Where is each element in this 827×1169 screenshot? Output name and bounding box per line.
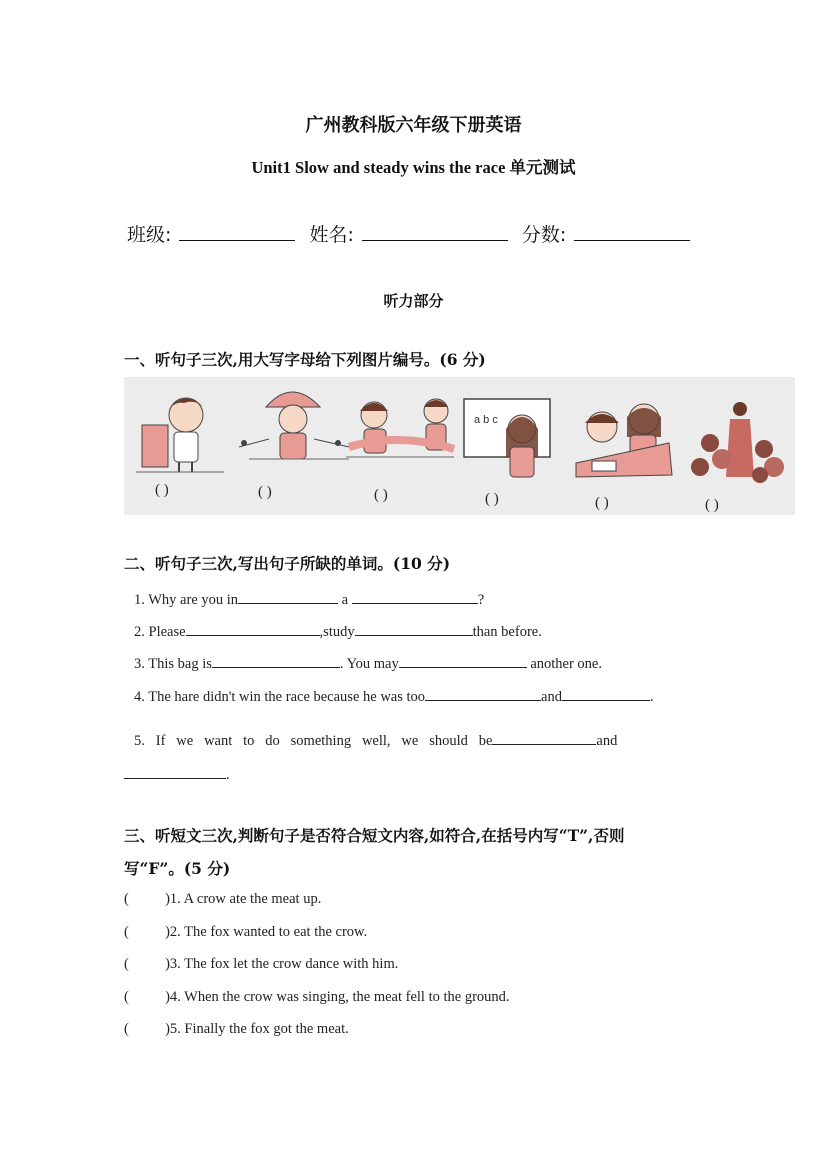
- score-label: 分数:: [521, 224, 567, 246]
- judge-text: 1. A crow ate the meat up.: [169, 891, 322, 907]
- q3-text-a: 3. This bag is: [134, 656, 212, 672]
- class-field[interactable]: [179, 222, 295, 241]
- picture-5-bracket[interactable]: ( ): [595, 495, 609, 511]
- q5-text-a: 5. If we want to do something well, we should be: [134, 733, 493, 749]
- q2-blank-2[interactable]: [355, 621, 473, 636]
- judge-item: [124, 1021, 349, 1038]
- picture-2: [239, 392, 349, 459]
- question-2-1: [134, 589, 484, 609]
- q1-text-a: 1. Why are you in: [134, 592, 239, 608]
- q1-blank-1[interactable]: [238, 589, 338, 604]
- picture-3-bracket[interactable]: ( ): [374, 487, 388, 503]
- q1-text-b: a: [338, 592, 352, 608]
- score-field[interactable]: [574, 222, 690, 241]
- listening-heading: 听力部分: [383, 292, 444, 310]
- q2-text-b: ,study: [319, 624, 355, 640]
- judge-bracket[interactable]: ( ): [124, 956, 170, 972]
- q1-blank-2[interactable]: [352, 589, 478, 604]
- judge-text: 3. The fox let the crow dance with him.: [169, 956, 399, 972]
- picture-3: [346, 399, 454, 457]
- q2-text-a: 2. Please: [134, 624, 186, 640]
- section1-heading: 一、听句子三次,用大写字母给下列图片编号。(6 分): [124, 350, 486, 369]
- q5-blank-2[interactable]: [124, 764, 226, 779]
- question-2-4: [134, 686, 654, 706]
- q4-text-c: .: [649, 689, 654, 705]
- q5-text-b: and: [596, 733, 618, 749]
- page-subtitle: Unit1 Slow and steady wins the race 单元测试: [251, 158, 576, 177]
- q3-text-c: another one.: [526, 656, 602, 672]
- q5-blank-1[interactable]: [492, 730, 596, 745]
- judge-text: 4. When the crow was singing, the meat fell to the ground.: [169, 989, 510, 1005]
- picture-1-bracket[interactable]: ( ): [155, 482, 169, 498]
- q4-text-a: 4. The hare didn't win the race because he was too: [134, 689, 426, 705]
- q3-text-b: . You may: [339, 656, 399, 672]
- picture-6-bracket[interactable]: ( ): [705, 497, 719, 513]
- judge-text: 2. The fox wanted to eat the crow.: [169, 924, 368, 940]
- judge-bracket[interactable]: ( ): [124, 1021, 170, 1037]
- picture-6: [691, 402, 784, 483]
- svg-text:a b c: a b c: [474, 414, 498, 426]
- judge-bracket[interactable]: ( ): [124, 989, 170, 1005]
- judge-bracket[interactable]: ( ): [124, 891, 170, 907]
- picture-5: [576, 404, 672, 477]
- question-2-3: [134, 653, 602, 673]
- q2-blank-1[interactable]: [186, 621, 320, 636]
- page-title: 广州教科版六年级下册英语: [305, 115, 522, 136]
- section3-heading: 三、听短文三次,判断句子是否符合短文内容,如符合,在括号内写“T”,否则: [124, 826, 625, 845]
- student-info: [127, 220, 698, 247]
- section2-heading: 二、听句子三次,写出句子所缺的单词。(10 分): [124, 554, 451, 573]
- q2-text-c: than before.: [472, 624, 542, 640]
- q3-blank-1[interactable]: [212, 653, 340, 668]
- class-label: 班级:: [127, 224, 172, 246]
- section3-heading-cont: 写“F”。(5 分): [124, 859, 231, 878]
- picture-4: [464, 399, 550, 477]
- judge-text: 5. Finally the fox got the meat.: [169, 1021, 349, 1037]
- name-field[interactable]: [362, 222, 508, 241]
- judge-item: [124, 956, 398, 973]
- picture-4-bracket[interactable]: ( ): [485, 491, 499, 507]
- question-2-5: [134, 730, 617, 750]
- judge-bracket[interactable]: ( ): [124, 924, 170, 940]
- name-label: 姓名:: [309, 224, 354, 246]
- q3-blank-2[interactable]: [399, 653, 527, 668]
- q5-text-c: .: [226, 767, 230, 783]
- q4-text-b: and: [541, 689, 562, 705]
- q1-text-c: ?: [477, 592, 485, 608]
- q4-blank-2[interactable]: [562, 686, 650, 701]
- q4-blank-1[interactable]: [425, 686, 541, 701]
- judge-item: [124, 891, 321, 908]
- picture-2-bracket[interactable]: ( ): [258, 484, 272, 500]
- question-2-5-cont: [124, 764, 230, 784]
- picture-strip: [124, 377, 795, 515]
- picture-1: [136, 398, 224, 472]
- judge-item: [124, 924, 367, 941]
- judge-item: [124, 989, 510, 1006]
- question-2-2: [134, 621, 542, 641]
